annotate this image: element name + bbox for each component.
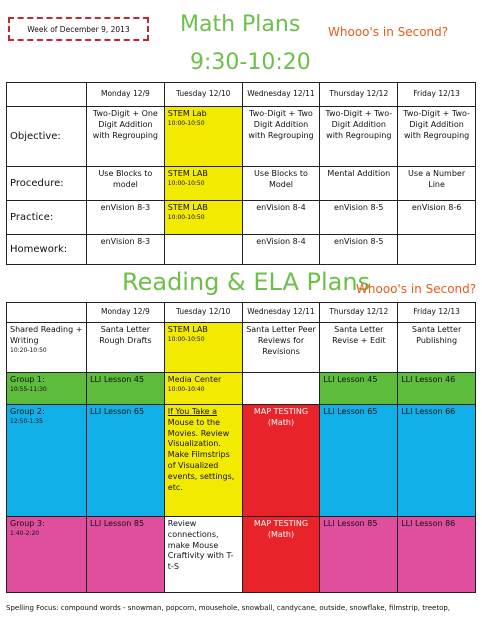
cell: enVision 8-3	[87, 235, 165, 265]
lesson-title: If You Take a	[167, 407, 218, 416]
cell: Two-Digit + Two-Digit Addition with Regrouping	[398, 107, 476, 167]
math-title: Math Plans	[180, 12, 301, 37]
cell: Use Blocks to Model	[242, 167, 320, 201]
cell: Santa Letter Publishing	[398, 323, 476, 373]
stem-time: 10:00-10:50	[167, 335, 205, 343]
cell: LLI Lesson 85	[320, 517, 398, 593]
cell: Mental Addition	[320, 167, 398, 201]
day-header: Monday 12/9	[87, 83, 165, 107]
cell: enVision 8-3	[87, 201, 165, 235]
cell: enVision 8-5	[320, 235, 398, 265]
cell: LLI Lesson 66	[398, 405, 476, 517]
day-header: Friday 12/13	[398, 83, 476, 107]
cell	[398, 235, 476, 265]
row-label: Objective:	[7, 107, 87, 167]
cell: Use a Number Line	[398, 167, 476, 201]
map-testing-cell: MAP TESTING (Math)	[242, 517, 320, 593]
stem-label: STEM LAB	[167, 325, 208, 334]
stem-time: 10:00-10:50	[167, 213, 205, 221]
row-time: 10:20-10:50	[10, 346, 47, 354]
stem-time: 10:00-10:50	[167, 179, 205, 187]
cell	[164, 235, 242, 265]
row-time: 1:40-2:20	[10, 529, 40, 537]
group-label: Group 1: 10:55-11:30	[7, 373, 87, 405]
day-header: Tuesday 12/10	[164, 303, 242, 323]
cell: LLI Lesson 46	[398, 373, 476, 405]
group-label: Group 2: 12:50-1:35	[7, 405, 87, 517]
lesson-text: Mouse to the Movies. Review Visualization. Make Filmstrips of Visualized events, settings, etc.	[167, 417, 235, 492]
cell: LLI Lesson 45	[87, 373, 165, 405]
stem-cell	[164, 167, 242, 201]
math-table	[6, 82, 476, 265]
cell: enVision 8-6	[398, 201, 476, 235]
week-label: Week of December 9, 2013	[8, 17, 149, 41]
stem-label: STEM LAB	[167, 169, 208, 178]
row-label: Practice:	[7, 201, 87, 235]
media-time: 10:00-10:40	[167, 385, 205, 393]
corner-cell	[7, 303, 87, 323]
day-header: Wednesday 12/11	[242, 303, 320, 323]
row-label: Homework:	[7, 235, 87, 265]
media-label: Media Center	[167, 375, 222, 384]
cell: LLI Lesson 65	[320, 405, 398, 517]
cell: enVision 8-5	[320, 201, 398, 235]
stem-time: 10:00-10:50	[167, 119, 205, 127]
day-header: Thursday 12/12	[320, 83, 398, 107]
stem-label: STEM Lab	[167, 109, 207, 118]
row-time: 12:50-1:35	[10, 417, 43, 425]
cell: enVision 8-4	[242, 235, 320, 265]
whooo-label: Whooo's in Second?	[356, 282, 477, 296]
cell: LLI Lesson 85	[87, 517, 165, 593]
cell: Review connections, make Mouse Craftivity with T-t-S	[164, 517, 242, 593]
day-header: Thursday 12/12	[320, 303, 398, 323]
map-testing-cell: MAP TESTING (Math)	[242, 405, 320, 517]
lesson-cell	[164, 405, 242, 517]
reading-table	[6, 302, 476, 593]
cell: LLI Lesson 65	[87, 405, 165, 517]
row-label: Shared Reading + Writing 10:20-10:50	[7, 323, 87, 373]
group-label: Group 3: 1:40-2:20	[7, 517, 87, 593]
cell: LLI Lesson 86	[398, 517, 476, 593]
day-header: Wednesday 12/11	[242, 83, 320, 107]
whooo-label: Whooo's in Second?	[328, 25, 449, 39]
day-header: Tuesday 12/10	[164, 83, 242, 107]
day-header: Friday 12/13	[398, 303, 476, 323]
cell: LLI Lesson 45	[320, 373, 398, 405]
stem-cell	[164, 201, 242, 235]
row-label: Procedure:	[7, 167, 87, 201]
stem-cell	[164, 107, 242, 167]
stem-label: STEM LAB	[167, 203, 208, 212]
cell	[242, 373, 320, 405]
day-header: Monday 12/9	[87, 303, 165, 323]
cell: enVision 8-4	[242, 201, 320, 235]
cell: Two-Digit + One Digit Addition with Regrouping	[87, 107, 165, 167]
reading-title: Reading & ELA Plans	[122, 268, 371, 296]
media-cell	[164, 373, 242, 405]
row-time: 10:55-11:30	[10, 385, 47, 393]
cell: Santa Letter Peer Reviews for Revisions	[242, 323, 320, 373]
stem-cell	[164, 323, 242, 373]
math-time: 9:30-10:20	[190, 50, 311, 75]
cell: Use Blocks to model	[87, 167, 165, 201]
cell: Santa Letter Rough Drafts	[87, 323, 165, 373]
cell: Santa Letter Revise + Edit	[320, 323, 398, 373]
corner-cell	[7, 83, 87, 107]
cell: Two-Digit + Two-Digit Addition with Regrouping	[320, 107, 398, 167]
cell: Two-Digit + Two Digit Addition with Regrouping	[242, 107, 320, 167]
spelling-focus: Spelling Focus: compound words - snowman, popcorn, mousehole, snowball, candycane, outside, snowflake, filmstrip, treetop,	[6, 604, 451, 612]
